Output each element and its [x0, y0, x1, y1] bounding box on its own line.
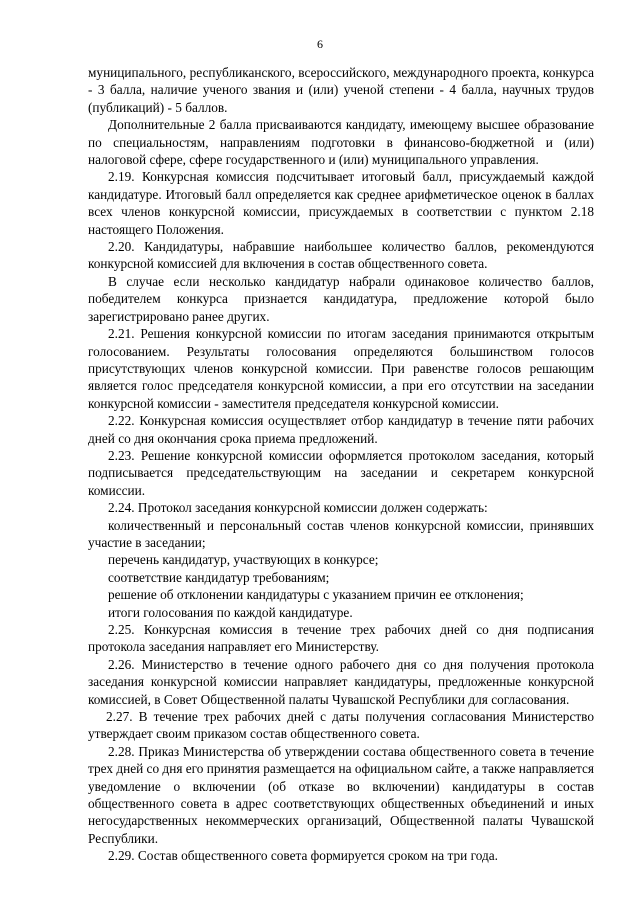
list-item: перечень кандидатур, участвующих в конкурсе;: [108, 552, 379, 568]
paragraph: муниципального, республиканского, всероссийского, международного проекта, конкурса - 3 балла, наличие ученого звания и (или) ученой степени - 4 балла, научных трудов (публикаций) - 5 баллов.: [88, 65, 594, 115]
paragraph: В случае если несколько кандидатур набрали одинаковое количество баллов, победителем конкурса признается кандидатура, предложение которой было зарегистрировано ранее других.: [88, 273, 594, 324]
document-body: [88, 64, 594, 865]
page-number: 6: [317, 37, 323, 51]
list-item: количественный и персональный состав членов конкурсной комиссии, принявших участие в заседании;: [88, 517, 594, 550]
paragraph: 2.28. Приказ Министерства об утверждении состава общественного совета в течение трех дней со дня его принятия размещается на официальном сайте, а также направляется уведомление о включении (об отказе во включении) кандидатуры в состав общественного совета в адрес соответствующих общественных объединений и иных негосударственных некоммерческих организаций, Общественной палаты Чувашской Республики.: [88, 743, 594, 846]
paragraph: 2.26. Министерство в течение одного рабочего дня со дня получения протокола заседания конкурсной комиссии направляет кандидатуры, предложенные конкурсной комиссией, в Совет Общественной палаты Чувашской Республики для согласования.: [88, 656, 594, 707]
paragraph: 2.25. Конкурсная комиссия в течение трех рабочих дней со дня подписания протокола заседания направляет его Министерству.: [88, 622, 594, 655]
paragraph: 2.24. Протокол заседания конкурсной комиссии должен содержать:: [108, 500, 488, 516]
paragraph: Дополнительные 2 балла присваиваются кандидату, имеющему высшее образование по специальностям, направлениям подготовки в финансово-бюджетной и (или) налоговой сфере, сфере государственного и (или) муниципального управления.: [88, 117, 594, 168]
paragraph: 2.23. Решение конкурсной комиссии оформляется протоколом заседания, который подписывается председательствующим на заседании и секретарем конкурсной комиссии.: [88, 447, 594, 498]
paragraph: 2.19. Конкурсная комиссия подсчитывает итоговый балл, присуждаемый каждой кандидатуре. Итоговый балл определяется как среднее арифметическое оценок в баллах всех членов конкурсной комиссии, присуждаемых в соответствии с пунктом 2.18 настоящего Положения.: [88, 169, 594, 237]
list-item: соответствие кандидатур требованиям;: [108, 569, 330, 585]
paragraph: 2.29. Состав общественного совета формируется сроком на три года.: [108, 848, 498, 864]
paragraph: 2.27. В течение трех рабочих дней с даты получения согласования Министерство утверждает своим приказом состав общественного совета.: [88, 709, 594, 742]
list-item: решение об отклонении кандидатуры с указанием причин ее отклонения;: [108, 587, 524, 603]
list-item: итоги голосования по каждой кандидатуре.: [108, 604, 353, 620]
paragraph: 2.21. Решения конкурсной комиссии по итогам заседания принимаются открытым голосованием. Результаты голосования определяются большинством голосов присутствующих членов конкурсной комиссии. При равенстве голосов решающим является голос председателя конкурсной комиссии, а при его отсутствии на заседании конкурсной комиссии - заместителя председателя конкурсной комиссии.: [88, 326, 594, 411]
paragraph: 2.20. Кандидатуры, набравшие наибольшее количество баллов, рекомендуются конкурсной комиссией для включения в состав общественного совета.: [88, 239, 594, 272]
paragraph: 2.22. Конкурсная комиссия осуществляет отбор кандидатур в течение пяти рабочих дней со дня окончания срока приема предложений.: [88, 413, 594, 446]
